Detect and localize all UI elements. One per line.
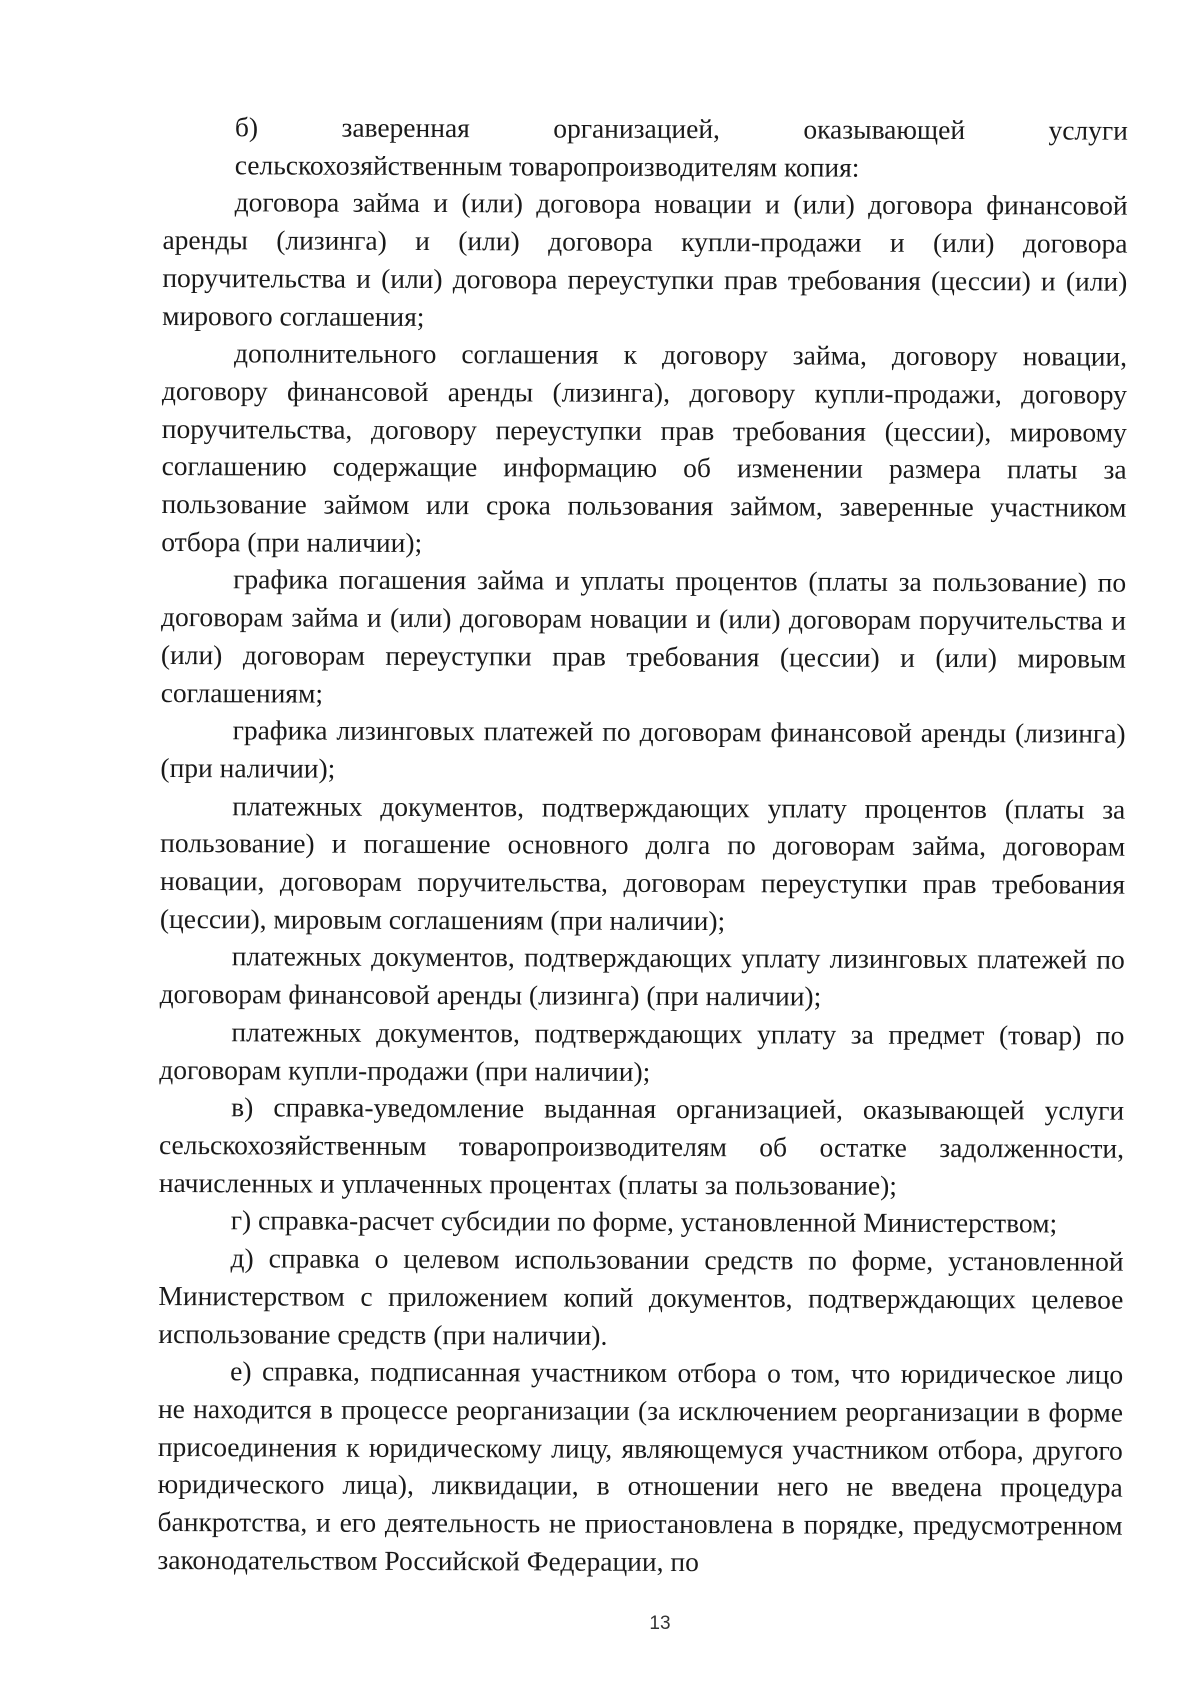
first-line-word: организацией,	[553, 112, 721, 145]
document-body	[157, 108, 1128, 1582]
paragraph-payment-docs-leasing: платежных документов, подтверждающих уплату лизинговых платежей по договорам финансовой аренды (лизинга) (при наличии);	[159, 940, 1125, 1012]
paragraph-g: г) справка-расчет субсидии по форме, установленной Министерством;	[230, 1204, 1058, 1239]
paragraph-loan-contracts: договора займа и (или) договора новации и (или) договора финансовой аренды (лизинга) и (или) договора купли-продажи и (или) договора поручительства и (или) договора переуступки прав требования (цессии) и (или) мирового соглашения;	[162, 186, 1128, 332]
paragraph-payment-docs-interest: платежных документов, подтверждающих уплату процентов (платы за пользование) и погашение основного долга по договорам займа, договорам новации, договорам поручительства, договорам переуступки прав требования (цессии), мировым соглашениям (при наличии);	[159, 789, 1126, 936]
first-line-word: услуги	[1048, 114, 1128, 146]
paragraph-e: е) справка, подписанная участником отбора о том, что юридическое лицо не находится в процессе реорганизации (за исключением реорганизации в форме присоединения к юридическому лицу, являющемуся участником отбора, другого юридического лица), ликвидации, в отношении него не введена процедура банкротства, и его деятельность не приостановлена в порядке, предусмотренном законодательством Российской Федерации, по	[157, 1355, 1124, 1577]
paragraph-repayment-schedule: графика погашения займа и уплаты процентов (платы за пользование) по договорам займа и (или) договорам новации и (или) договорам поручительства и (или) договорам переуступки прав требования (цессии) и (или) мировым соглашениям;	[160, 563, 1127, 709]
paragraph-leasing-schedule: графика лизинговых платежей по договорам финансовой аренды (лизинга) (при наличии);	[160, 714, 1126, 784]
paragraph-payment-docs-goods: платежных документов, подтверждающих уплату за предмет (товар) по договорам купли-продажи (при наличии);	[159, 1016, 1125, 1087]
paragraph-b-first-line	[163, 108, 1128, 149]
paragraph-b	[163, 108, 1128, 187]
first-line-word: заверенная	[341, 111, 470, 144]
paragraph-additional-agreement: дополнительного соглашения к договору займа, договору новации, договору финансовой аренды (лизинга), договору купли-продажи, договору поручительства, договору переуступки прав требования (цессии), мировому соглашению содержащие информацию об изменении размера платы за пользование займом или срока пользования займом, заверенные участником отбора (при наличии);	[161, 337, 1128, 558]
paragraph-d: д) справка о целевом использовании средств по форме, установленной Министерством с приложением копий документов, подтверждающих целевое использование средств (при наличии).	[158, 1242, 1124, 1351]
paragraph-b-rest: сельскохозяйственным товаропроизводителям копия:	[234, 148, 860, 183]
page-number: 13	[649, 1613, 671, 1634]
paragraph-v: в) справка-уведомление выданная организацией, оказывающей услуги сельскохозяйственным товаропроизводителям об остатке задолженности, начисленных и уплаченных процентах (платы за пользование);	[158, 1091, 1125, 1201]
first-line-word: оказывающей	[803, 113, 966, 146]
first-line-word: б)	[234, 111, 259, 143]
